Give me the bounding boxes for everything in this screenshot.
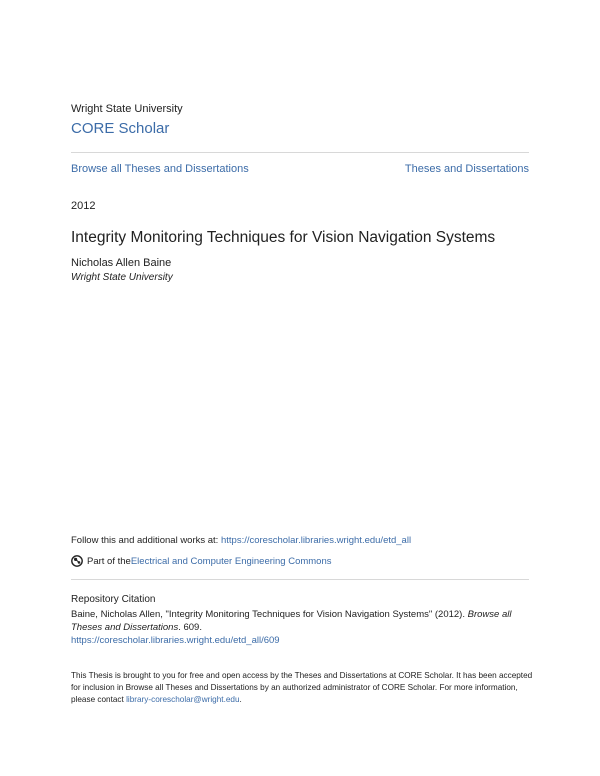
citation-text: Baine, Nicholas Allen, "Integrity Monitoring Techniques for Vision Navigation Systems" (2012). <box>71 609 468 620</box>
part-of-text: Part of the <box>87 555 131 567</box>
citation-series: Browse all Theses and Dissertations <box>71 609 512 633</box>
part-of-line <box>71 555 332 567</box>
notice-end: . <box>239 695 242 704</box>
access-notice <box>71 670 533 706</box>
divider-top <box>71 152 529 153</box>
citation-url-link[interactable]: https://corescholar.libraries.wright.edu/etd_all/609 <box>71 635 280 646</box>
contact-email-link[interactable]: library-corescholar@wright.edu <box>126 695 240 704</box>
citation-number: . 609. <box>178 622 202 633</box>
repository-link[interactable]: CORE Scholar <box>71 120 170 137</box>
publication-year: 2012 <box>71 200 96 212</box>
commons-link[interactable]: Electrical and Computer Engineering Commons <box>130 555 332 567</box>
follow-line <box>71 535 411 546</box>
university-name: Wright State University <box>71 103 183 115</box>
divider-bottom <box>71 579 529 580</box>
document-title: Integrity Monitoring Techniques for Vision Navigation Systems <box>71 229 496 246</box>
author-affiliation: Wright State University <box>71 272 173 283</box>
author-name: Nicholas Allen Baine <box>71 257 172 269</box>
browse-all-link[interactable]: Browse all Theses and Dissertations <box>71 163 249 175</box>
follow-text: Follow this and additional works at: <box>71 535 221 546</box>
notice-text: This Thesis is brought to you for free and open access by the Theses and Dissertations at CORE Scholar. It has been accepted for inclusion in Browse all Theses and Dissertations by an authorized administrator of CORE Scholar. For more information, please contact <box>71 671 533 704</box>
creative-commons-network-icon <box>71 555 83 567</box>
theses-dissertations-link[interactable]: Theses and Dissertations <box>404 163 529 175</box>
follow-url-link[interactable]: https://corescholar.libraries.wright.edu/etd_all <box>220 535 412 546</box>
citation-body <box>71 608 533 634</box>
citation-heading: Repository Citation <box>71 594 156 605</box>
